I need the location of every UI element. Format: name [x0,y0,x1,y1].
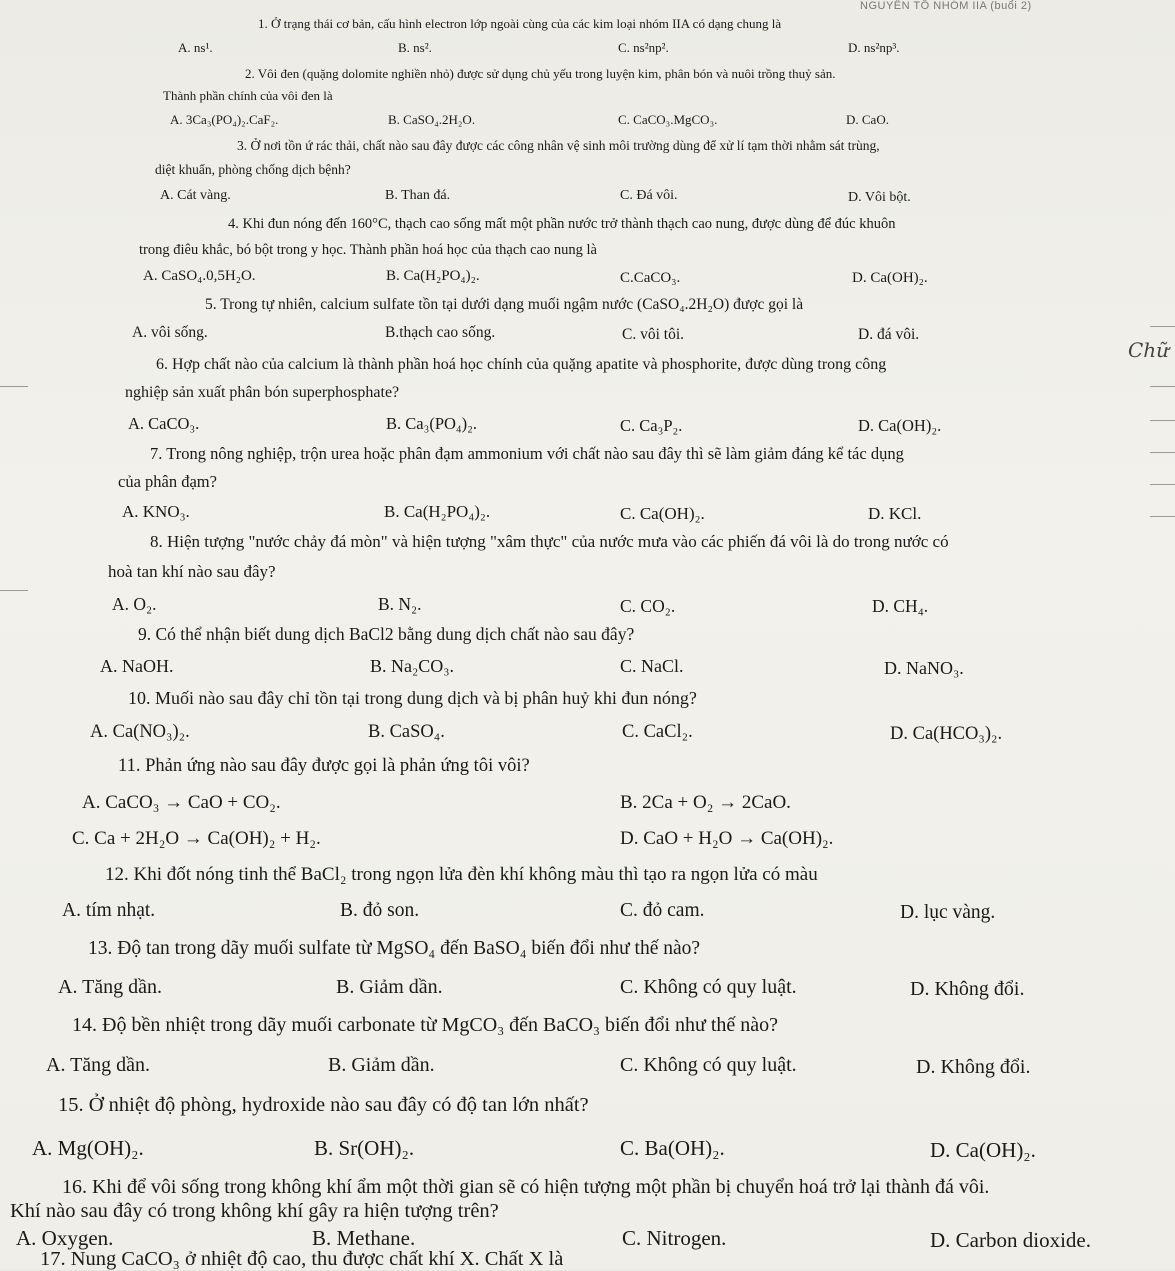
question-text: 16. Khi để vôi sống trong không khí ẩm một thời gian sẽ có hiện tượng một phần bị chuyển hoá trở lại thành đá vôi. [62,1176,990,1198]
option-b[interactable]: B. Ca(H₂PO₄)₂. [386,268,480,284]
option-d[interactable]: D. KCl. [868,504,922,523]
margin-rule [1150,326,1175,327]
question-text: 13. Độ tan trong dãy muối sulfate từ MgSO₄ đến BaSO₄ biến đổi như thế nào? [88,938,701,959]
margin-rule [0,386,28,387]
option-c[interactable]: C. ns²np². [618,40,669,55]
question-text: 17. Nung CaCO₃ ở nhiệt độ cao, thu được chất khí X. Chất X là [40,1248,564,1270]
option-b[interactable]: B. đỏ son. [340,900,420,921]
option-d[interactable]: D. ns²np³. [848,40,900,55]
margin-rule [0,590,28,591]
option-b[interactable]: B. Than đá. [385,188,451,203]
question-text-cont: nghiệp sản xuất phân bón superphosphate? [125,384,400,401]
option-a[interactable]: A. Cát vàng. [160,188,231,203]
option-d[interactable]: D. Không đổi. [916,1056,1031,1078]
question-text: 11. Phản ứng nào sau đây được gọi là phản ứng tôi vôi? [118,756,530,776]
option-c[interactable]: C. Ca₃P₂. [620,416,683,435]
question-text-cont: trong điêu khắc, bó bột trong y học. Thành phần hoá học của thạch cao nung là [139,242,597,258]
option-a[interactable]: A. O₂. [112,594,157,614]
option-d[interactable]: D. Ca(OH)₂. [852,270,928,286]
option-b[interactable]: B. 2Ca + O₂ → 2CaO. [620,792,791,813]
question-text: 10. Muối nào sau đây chỉ tồn tại trong dung dịch và bị phân huỷ khi đun nóng? [128,688,697,708]
question-text: 2. Vôi đen (quặng dolomite nghiền nhỏ) được sử dụng chủ yếu trong luyện kim, phân bón và nuôi trồng thuỷ sản. [245,66,836,81]
option-b[interactable]: B. Giảm dần. [336,976,443,998]
option-c[interactable]: C. Ca + 2H₂O → Ca(OH)₂ + H₂. [72,828,321,849]
option-b[interactable]: B. Giảm dần. [328,1054,435,1076]
option-b[interactable]: B. Methane. [312,1226,416,1250]
option-d[interactable]: D. Không đổi. [910,978,1025,1000]
option-d[interactable]: D. lục vàng. [900,902,996,923]
option-b[interactable]: B. CaSO₄.2H₂O. [388,112,476,127]
margin-rule [1150,516,1175,517]
option-a[interactable]: A. Oxygen. [16,1226,114,1250]
option-d[interactable]: D. Ca(OH)₂. [930,1138,1036,1162]
option-b[interactable]: B. N₂. [378,594,422,614]
question-text: 12. Khi đốt nóng tinh thể BaCl₂ trong ngọn lửa đèn khí không màu thì tạo ra ngọn lửa có màu [105,864,818,885]
option-c[interactable]: C. Ba(OH)₂. [620,1136,725,1160]
option-a[interactable]: A. 3Ca₃(PO₄)₂.CaF₂. [170,112,279,127]
option-c[interactable]: C. Không có quy luật. [620,976,797,998]
option-b[interactable]: B. Ca₃(PO₄)₂. [386,414,478,433]
option-d[interactable]: D. NaNO₃. [884,658,964,678]
question-text: 15. Ở nhiệt độ phòng, hydroxide nào sau đây có độ tan lớn nhất? [58,1094,589,1116]
option-d[interactable]: D. CaO + H₂O → Ca(OH)₂. [620,828,834,849]
option-d[interactable]: D. Carbon dioxide. [930,1228,1091,1252]
option-b[interactable]: B. CaSO₄. [368,722,445,742]
margin-handwriting: Chữ [1128,338,1170,362]
question-text: 6. Hợp chất nào của calcium là thành phần hoá học chính của quặng apatite và phosphorite, được dùng trong công [156,356,887,373]
option-b[interactable]: B. Sr(OH)₂. [314,1136,415,1160]
option-a[interactable]: A. NaOH. [100,656,174,676]
margin-rule [1150,420,1175,421]
margin-rule [1150,386,1175,387]
option-d[interactable]: D. Ca(HCO₃)₂. [890,724,1003,744]
question-text: 1. Ở trạng thái cơ bản, cấu hình electron lớp ngoài cùng của các kim loại nhóm IIA có dạng chung là [258,16,782,31]
option-d[interactable]: D. Vôi bột. [848,190,911,205]
option-d[interactable]: D. CaO. [846,112,889,127]
question-text-cont: Khí nào sau đây có trong không khí gây ra hiện tượng trên? [10,1200,499,1222]
option-a[interactable]: A. KNO₃. [122,502,190,521]
question-text: 9. Có thể nhận biết dung dịch BaCl2 bằng dung dịch chất nào sau đây? [138,624,635,644]
worksheet-header: NGUYÊN TỐ NHÓM IIA (buổi 2) [860,0,1032,12]
option-a[interactable]: A. CaSO₄.0,5H₂O. [143,268,256,284]
option-c[interactable]: C. Ca(OH)₂. [620,504,705,523]
option-b[interactable]: B. Ca(H₂PO₄)₂. [384,502,491,521]
option-c[interactable]: C. CaCO₃.MgCO₃. [618,112,718,127]
option-b[interactable]: B. Na₂CO₃. [370,656,455,676]
question-text-cont: diệt khuẩn, phòng chống dịch bệnh? [155,162,351,177]
option-c[interactable]: C. CO₂. [620,596,676,616]
option-a[interactable]: A. CaCO₃. [128,414,200,433]
option-a[interactable]: A. Mg(OH)₂. [32,1136,144,1160]
question-text-cont: hoà tan khí nào sau đây? [108,562,276,581]
option-c[interactable]: C. đỏ cam. [620,900,705,921]
option-d[interactable]: D. đá vôi. [858,326,920,343]
question-text: 5. Trong tự nhiên, calcium sulfate tồn tại dưới dạng muối ngậm nước (CaSO₄.2H₂O) được gọi là [205,296,804,313]
question-text-cont: Thành phần chính của vôi đen là [163,88,333,103]
option-c[interactable]: C. vôi tôi. [622,326,685,343]
option-a[interactable]: A. Tăng dần. [46,1054,151,1076]
option-c[interactable]: C. Nitrogen. [622,1226,727,1250]
question-text: 7. Trong nông nghiệp, trộn urea hoặc phân đạm ammonium với chất nào sau đây thì sẽ làm giảm đáng kể tác dụng [150,444,904,463]
margin-rule [1150,484,1175,485]
option-c[interactable]: C. NaCl. [620,656,684,676]
option-d[interactable]: D. Ca(OH)₂. [858,416,942,435]
question-text: 4. Khi đun nóng đến 160°C, thạch cao sống mất một phần nước trở thành thạch cao nung, được dùng để đúc khuôn [228,216,896,232]
option-a[interactable]: A. tím nhạt. [62,900,156,921]
option-a[interactable]: A. Ca(NO₃)₂. [90,722,190,742]
question-text: 3. Ở nơi tồn ứ rác thải, chất nào sau đây được các công nhân vệ sinh môi trường dùng để xử lí tạm thời nhằm sát trùng, [237,138,880,153]
option-d[interactable]: D. CH₄. [872,596,929,616]
question-text: 8. Hiện tượng "nước chảy đá mòn" và hiện tượng "xâm thực" của nước mưa vào các phiến đá vôi là do trong nước có [150,532,949,551]
option-c[interactable]: C.CaCO₃. [620,270,681,286]
question-text: 14. Độ bền nhiệt trong dãy muối carbonate từ MgCO₃ đến BaCO₃ biến đổi như thế nào? [72,1014,779,1036]
option-a[interactable]: A. vôi sống. [132,324,208,341]
option-c[interactable]: C. Đá vôi. [620,188,678,203]
option-a[interactable]: A. ns¹. [178,40,213,55]
option-c[interactable]: C. Không có quy luật. [620,1054,797,1076]
option-b[interactable]: B.thạch cao sống. [385,324,496,341]
question-text-cont: của phân đạm? [118,472,217,491]
margin-rule [1150,452,1175,453]
option-a[interactable]: A. CaCO₃ → CaO + CO₂. [82,792,281,813]
option-b[interactable]: B. ns². [398,40,432,55]
option-a[interactable]: A. Tăng dần. [58,976,163,998]
option-c[interactable]: C. CaCl₂. [622,722,693,742]
